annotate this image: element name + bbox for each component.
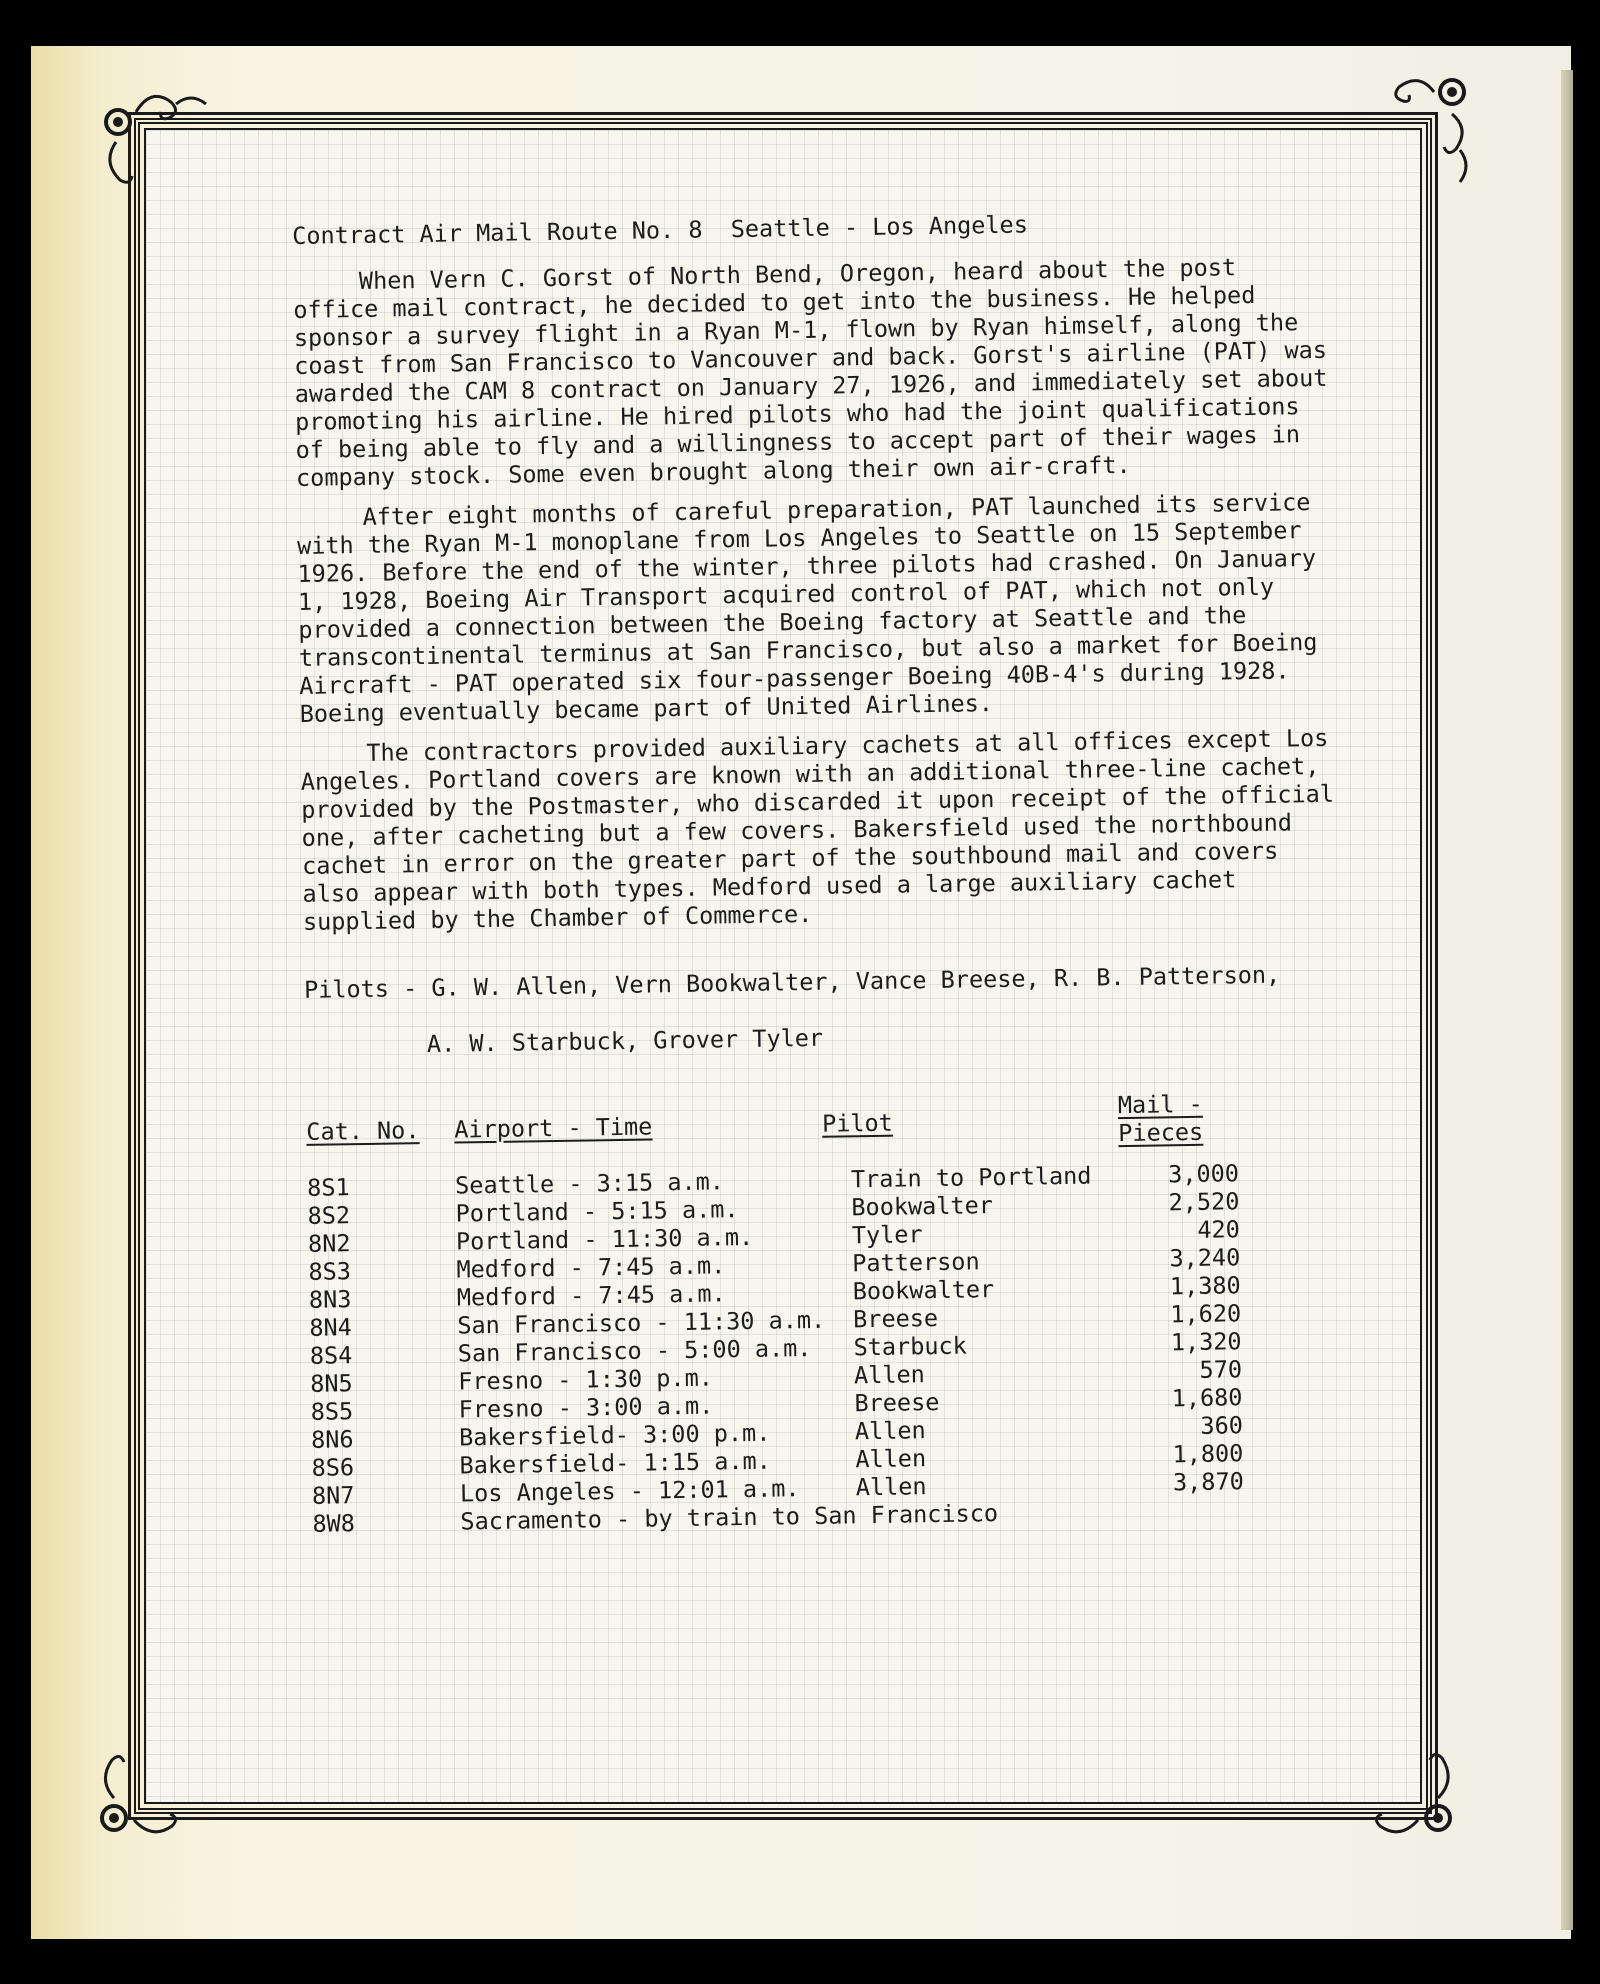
header-cat-no: Cat. No. [306, 1116, 420, 1146]
cell-mail-pieces: 1,620 [1170, 1299, 1242, 1329]
header-pilot: Pilot [821, 1108, 894, 1138]
cell-cat-no: 8S3 [308, 1257, 352, 1286]
cell-pilot: Train to Portland [850, 1161, 1092, 1194]
cell-airport-time: Los Angeles - 12:01 a.m. [459, 1474, 800, 1508]
cell-airport-time: Fresno - 1:30 p.m. [458, 1363, 714, 1396]
header-airport-time: Airport - Time [454, 1112, 653, 1144]
cell-pilot: Allen [855, 1444, 927, 1474]
cell-mail-pieces: 1,680 [1171, 1383, 1243, 1413]
cell-pilot: Tyler [851, 1220, 923, 1250]
catalog-table [306, 1089, 1245, 1538]
cell-cat-no: 8N2 [307, 1229, 351, 1258]
header-mail-pieces: Mail - Pieces [1117, 1089, 1204, 1148]
cell-mail-pieces: 420 [1197, 1215, 1241, 1244]
cell-cat-no: 8N7 [311, 1481, 355, 1510]
cell-mail-pieces: 570 [1199, 1355, 1243, 1384]
cell-cat-no: 8S2 [307, 1201, 351, 1230]
cell-cat-no: 8S1 [306, 1173, 350, 1202]
cell-airport-time: San Francisco - 11:30 a.m. [457, 1305, 826, 1340]
cell-pilot: Allen [854, 1416, 926, 1446]
cell-airport-time: Medford - 7:45 a.m. [456, 1279, 726, 1312]
cell-airport-time: Medford - 7:45 a.m. [456, 1251, 726, 1284]
page-title: Contract Air Mail Route No. 8 Seattle - Los Angeles [292, 210, 1029, 250]
cell-pilot: Breese [854, 1387, 940, 1418]
cell-note: Sacramento - by train to San Francisco [460, 1499, 999, 1536]
table-body [307, 1159, 1244, 1510]
cell-mail-pieces: 3,000 [1167, 1159, 1240, 1189]
cell-cat-no: 8S4 [309, 1341, 353, 1370]
ornament-corner-top-left [96, 82, 216, 202]
cell-pilot: Allen [853, 1360, 926, 1390]
cell-mail-pieces: 3,870 [1172, 1467, 1244, 1497]
cell-pilot: Allen [855, 1472, 927, 1502]
cell-airport-time: Fresno - 3:00 a.m. [458, 1391, 714, 1424]
cell-cat-no: 8N4 [309, 1313, 353, 1342]
ornament-corner-top-right [1360, 70, 1480, 190]
ornament-corner-bottom-right [1352, 1722, 1472, 1842]
cell-airport-time: Bakersfield- 1:15 a.m. [459, 1446, 772, 1480]
cell-pilot: Breese [852, 1303, 939, 1334]
pilots-line-2: A. W. Starbuck, Grover Tyler [426, 1023, 824, 1058]
pilots-list [303, 932, 1345, 1088]
cell-airport-time: Seattle - 3:15 a.m. [454, 1167, 725, 1200]
cell-mail-pieces: 1,380 [1169, 1271, 1241, 1301]
cell-mail-pieces: 360 [1200, 1411, 1244, 1440]
cell-cat-no: 8N3 [308, 1285, 352, 1314]
cell-cat-no: 8N6 [310, 1425, 354, 1454]
cell-airport-time: Portland - 5:15 a.m. [455, 1195, 739, 1228]
cell-cat-no: 8S5 [310, 1397, 354, 1426]
cell-airport-time: San Francisco - 5:00 a.m. [457, 1333, 812, 1368]
paragraph-gorst: When Vern C. Gorst of North Bend, Oregon, heard about the post office mail contract, he decided to get into the business. He helped sponsor a survey flight in a Ryan M-1, flown by Ryan himself, along the coast from San Francisco to Vancouver and back. Gorst's airline (PAT) was awarded the CAM 8 contract on January 27, 1926, and immediately set about promoting his airline. He hired pilots who had the joint qualifications of being able to fly and a willingness to accept part of their wages in company stock. Some even brought along their own air-craft. [293, 253, 1328, 492]
cell-mail-pieces: 1,800 [1172, 1439, 1244, 1469]
cell-airport-time: Bakersfield- 3:00 p.m. [458, 1418, 771, 1452]
paragraph-cachets: The contractors provided auxiliary cachets at all offices except Los Angeles. Portland covers are known with an additional three-line cachet, provided by the Postmaster, who discarded it upon receipt of the official one, after cacheting but a few covers. Bakersfield used the northbound cachet in error on the greater part of the southbound mail and covers also appear with both types. Medford used a large auxiliary cachet supplied by the Chamber of Commerce. [300, 723, 1335, 936]
cell-cat-no: 8W8 [312, 1509, 356, 1538]
cell-mail-pieces: 1,320 [1170, 1327, 1242, 1357]
cell-mail-pieces: 3,240 [1169, 1243, 1241, 1273]
cell-pilot: Patterson [852, 1247, 980, 1278]
pilots-line-1: Pilots - G. W. Allen, Vern Bookwalter, Vance Breese, R. B. Patterson, [303, 960, 1281, 1004]
cell-cat-no: 8N5 [310, 1369, 353, 1398]
cell-airport-time: Portland - 11:30 a.m. [455, 1222, 754, 1256]
cell-pilot: Starbuck [853, 1331, 967, 1362]
cell-pilot: Bookwalter [852, 1275, 995, 1306]
typed-text-block [292, 206, 1353, 1538]
cell-cat-no: 8S6 [311, 1453, 355, 1482]
cell-pilot: Bookwalter [851, 1191, 994, 1222]
paragraph-pat-launch: After eight months of careful preparation, PAT launched its service with the Ryan M-1 monoplane from Los Angeles to Seattle on 15 September 1926. Before the end of the winter, three pilots had crashed. On January 1, 1928, Boeing Air Transport acquired control of PAT, which not only provided a connection between the Boeing factory at Seattle and the transcontinental terminus at San Francisco, but also a market for Boeing Aircraft - PAT operated six four-passenger Boeing 40B-4's during 1928. Boeing eventually became part of United Airlines. [296, 488, 1318, 728]
ornament-corner-bottom-left [90, 1722, 210, 1842]
cell-mail-pieces: 2,520 [1168, 1187, 1240, 1217]
page-edge [1561, 70, 1573, 1930]
